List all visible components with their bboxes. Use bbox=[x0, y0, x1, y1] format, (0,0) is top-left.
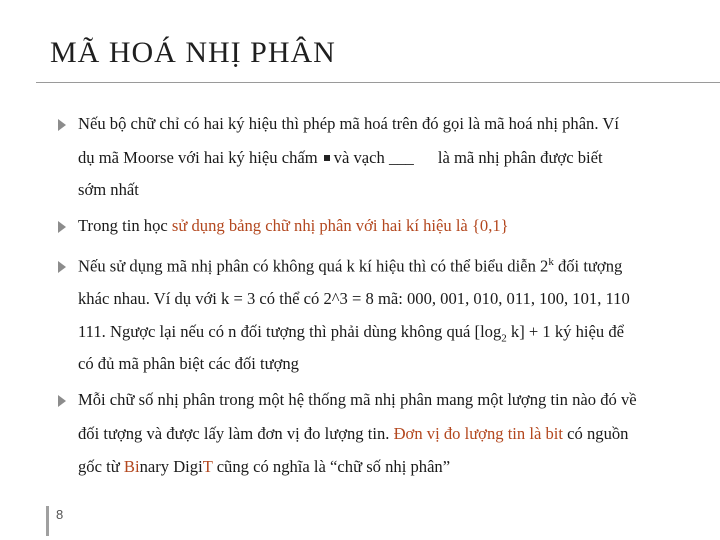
bullet-3-line-1 bbox=[78, 256, 622, 277]
exponent-k: k bbox=[548, 256, 554, 268]
bullet-3-line-3-b: k] + 1 ký hiệu để bbox=[506, 322, 624, 341]
page-number: 8 bbox=[56, 507, 64, 522]
bullet-2-highlight: sử dụng bảng chữ nhị phân với hai kí hiệu là {0,1} bbox=[171, 216, 509, 235]
bullet-1-line-1: Nếu bộ chữ chỉ có hai ký hiệu thì phép mã hoá trên đó gọi là mã hoá nhị phân. Ví bbox=[78, 114, 619, 133]
bullet-3-line-4: có đủ mã phân biệt các đối tượng bbox=[78, 354, 299, 373]
bullet-2-prefix: Trong tin học bbox=[78, 216, 172, 235]
bullet-4-highlight-t: T bbox=[202, 457, 213, 476]
bullet-4-line-3-c: cũng có nghĩa là “chữ số nhị phân” bbox=[212, 457, 451, 476]
bullet-arrow-icon bbox=[58, 395, 66, 407]
bullet-3-line-3-a: 111. Ngược lại nếu có n đối tượng thì phải dùng không quá [log bbox=[78, 322, 502, 341]
log-base: 2 bbox=[501, 332, 507, 345]
bullet-4-line-1: Mỗi chữ số nhị phân trong một hệ thống mã nhị phân mang một lượng tin nào đó về bbox=[78, 390, 637, 409]
bullet-3-line-3 bbox=[78, 322, 624, 344]
bullet-3-line-1-b: đối tượng bbox=[553, 256, 623, 276]
bullet-1-line-2-a: dụ mã Moorse với hai ký hiệu chấm bbox=[78, 148, 318, 167]
bullet-4-line-3-b: nary Digi bbox=[139, 457, 203, 476]
morse-dot-icon bbox=[324, 155, 330, 161]
slide-title: MÃ HOÁ NHỊ PHÂN bbox=[50, 36, 336, 69]
bullet-1-line-3: sớm nhất bbox=[78, 180, 139, 199]
bullet-1-line-2-b: và vạch ___ bbox=[333, 148, 414, 167]
bullet-4-line-2 bbox=[78, 424, 628, 444]
bullet-4-highlight-bi: Bi bbox=[123, 457, 140, 476]
bullet-4-line-3 bbox=[78, 457, 450, 477]
bullet-arrow-icon bbox=[58, 261, 66, 273]
bullet-3-line-2: khác nhau. Ví dụ với k = 3 có thể có 2^3 = 8 mã: 000, 001, 010, 011, 100, 101, 110 bbox=[78, 289, 630, 308]
bullet-1-line-2-c: là mã nhị phân được biết bbox=[437, 148, 603, 167]
bullet-4-line-3-a: gốc từ bbox=[78, 457, 124, 476]
bullet-arrow-icon bbox=[58, 119, 66, 131]
bullet-4-line-2-a: đối tượng và được lấy làm đơn vị đo lượng tin. bbox=[78, 424, 394, 443]
bullet-4-line-2-b: có nguồn bbox=[563, 424, 629, 443]
title-divider bbox=[36, 82, 720, 83]
bullet-4-highlight: Đơn vị đo lượng tin là bit bbox=[393, 424, 564, 443]
bullet-3-line-1-a: Nếu sử dụng mã nhị phân có không quá k kí hiệu thì có thể biểu diễn 2 bbox=[78, 256, 549, 276]
bullet-1-line-2 bbox=[78, 148, 603, 168]
bullet-arrow-icon bbox=[58, 221, 66, 233]
footer-bar bbox=[46, 506, 49, 536]
